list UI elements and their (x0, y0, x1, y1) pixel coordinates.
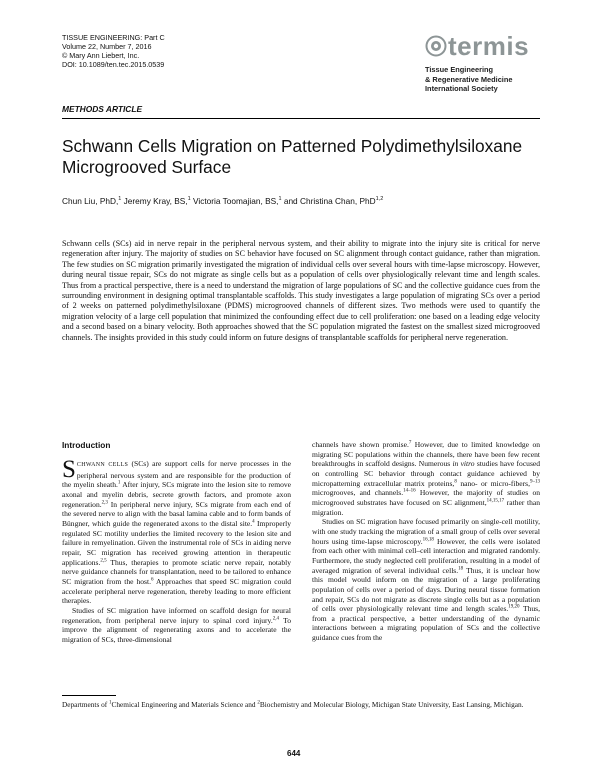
text-run: However, the cells were isolated from each other with minimal cell–cell interaction and migrated randomly. Furthermore, the study neglected cell proliferation, resulting in a model of averaged migration of several individual cells. (312, 536, 540, 575)
text-run: To improve the alignment of regenerating axons and to accelerate the migration of SCs, three-dimensional (62, 615, 291, 644)
text-run: microgrooves, and channels. (312, 488, 404, 498)
text-run: Thus, from a practical perspective, a better understanding of the dynamic interactions between a migrating population of SCs and the collective guidance cues from the (312, 604, 540, 643)
italic-term: in vitro (452, 459, 475, 469)
termis-mark-icon (425, 35, 447, 57)
text-run: nano- or micro-fibers, (456, 478, 530, 488)
citation: 2,4 (272, 615, 279, 621)
article-type: METHODS ARTICLE (62, 104, 143, 114)
author-name: and Christina Chan, PhD (283, 196, 376, 206)
text-run: Departments of (62, 700, 110, 709)
text-run: Chemical Engineering and Materials Science and (111, 700, 258, 709)
text-run: Thus, it is unclear how this model would inform on the migration of a large proliferating population of cells over a period of days. During neural tissue formation and repair, SCs do not migrate as discrete single cells but as a population of cells over physiologically relevant time and length scales. (312, 565, 540, 614)
citation: 9–13 (530, 479, 540, 485)
citation: 16,18 (422, 537, 434, 543)
text-run: Studies of SC migration have informed on scaffold design for neural regeneration, from peripheral nerve injury to spinal cord injury. (62, 605, 291, 625)
citation: 18 (458, 566, 464, 572)
author-name: Jeremy Kray, BS, (123, 196, 188, 206)
text-run: Biochemistry and Molecular Biology, Michigan State University, East Lansing, Michigan. (259, 700, 524, 709)
text-run: However, the majority of studies on microgrooved substrates have focused on SC alignment, (312, 488, 540, 507)
citation: 4 (252, 519, 255, 525)
termis-logo (425, 31, 565, 94)
citation: 6 (150, 577, 154, 583)
affiliation-marker: 1 (109, 700, 112, 706)
author-affiliation: 1 (187, 196, 191, 203)
citation: 14,15,17 (486, 498, 505, 504)
affiliation-footnote (62, 700, 540, 709)
citation: 2,5 (100, 558, 107, 564)
citation: 7 (408, 440, 412, 446)
logo-subtitle (425, 65, 565, 94)
author-name: Victoria Toomajian, BS, (192, 196, 279, 206)
citation: 1 (117, 480, 121, 486)
journal-volume: Volume 22, Number 7, 2016 (62, 42, 152, 51)
text-run: channels have shown promise. (312, 440, 409, 449)
author-name: Chun Liu, PhD, (62, 196, 119, 206)
small-caps-lead: CHWANN CELLS (76, 462, 129, 468)
citation: 8 (454, 479, 457, 485)
drop-cap: S (62, 456, 76, 483)
text-run: rather than migration. (312, 497, 540, 517)
body-column-left (62, 440, 291, 644)
page-number: 644 (287, 749, 301, 758)
body-column-right (312, 440, 540, 643)
section-heading: Introduction (62, 440, 111, 450)
author-list (62, 196, 383, 206)
author-affiliation: 1,2 (375, 196, 384, 203)
paragraph (312, 440, 540, 517)
article-title: Schwann Cells Migration on Patterned Polydimethylsiloxane Microgrooved Surface (62, 136, 523, 177)
paragraph (62, 606, 291, 645)
journal-info (62, 33, 165, 69)
journal-publisher: © Mary Ann Liebert, Inc. (62, 51, 140, 60)
citation: 2,3 (101, 500, 108, 506)
abstract: Schwann cells (SCs) aid in nerve repair in the peripheral nervous system, and their ability to migrate into the injury site is critical for nerve regeneration after injury. The majority of studies on SC behavior have focused on SC alignment through contact guidance, rather than migration. The few studies on SC migration primarily investigated the migration of individual cells over several hours with time-lapse microscopy. However, during neural tissue repair, SCs do not migrate as single cells but as a population of cells over physiologically relevant time and length scales. Thus from a practical perspective, there is a need to understand the migration of large populations of SC and the collective guidance cues from the surrounding environment in designing optimal transplantable scaffolds. This study investigates a large population of migrating SCs over a period of 2 weeks on patterned polydimethylsiloxane (PDMS) microgrooved channels of different sizes. Two methods were used to quantify the migration velocity of a large cell population that minimized the confounding effect due to cell proliferation: one based on a leading edge velocity and a second based on a binary velocity. Both approaches showed that the SC population migrated the fastest on the smallest sized microgrooved channels. The insights provided in this study could inform on future designs of transplantable scaffolds for peripheral nerve regeneration. (62, 239, 540, 342)
author-affiliation: 1 (278, 196, 282, 203)
logo-wordmark: termis (448, 31, 530, 61)
logo-subtitle-line: International Society (425, 84, 498, 94)
affiliation-marker: 2 (257, 700, 260, 706)
journal-doi: DOI: 10.1089/ten.tec.2015.0539 (62, 60, 165, 69)
text-run: Thus, therapies to promote sciatic nerve repair, notably nerve guidance channels for transplantation, need to be tailored to enhance SC migration from the host. (62, 557, 291, 586)
text-run: Approaches that speed SC migration could accelerate peripheral nerve regeneration, thereby leading to more efficient therapies. (62, 576, 291, 606)
author-affiliation: 1 (118, 196, 122, 203)
text-run: In peripheral nerve injury, SCs migrate from each end of the severed nerve to align with the basal lamina cable and to form bands of Büngner, which guide the regenerated axons to the distal site. (62, 499, 291, 528)
text-run: However, due to limited knowledge on migrating SC populations within the channels, there have been few recent breakthroughs in scaffold designs. Numerous (312, 440, 541, 469)
journal-name: TISSUE ENGINEERING: Part C (62, 33, 165, 42)
paragraph (62, 456, 292, 606)
footnote-divider (62, 695, 116, 696)
text-run: Improperly regulated SC motility underlies the limited recovery to the lesion site and failure in remyelination. Given the instrumental role of SCs in aiding nerve repair, SC migration has received growing attention in therapeutic applications. (62, 518, 291, 567)
citation: 14–16 (403, 488, 416, 494)
logo-subtitle-line: Tissue Engineering (425, 65, 494, 74)
logo-subtitle-line: & Regenerative Medicine (425, 74, 513, 84)
text-run: (SCs) are support cells for nerve processes in the peripheral nervous system and are responsible for the production of the myelin sheath. (62, 459, 291, 490)
text-run: studies have focused on controlling SC behavior through contact guidance achieved by micropatterning extracellular matrix proteins, (312, 459, 541, 488)
citation: 19,20 (508, 604, 520, 610)
text-run: After injury, SCs migrate into the lesion site to remove axonal and myelin debris, secrete growth factors, and promote axon regeneration. (62, 480, 292, 509)
paragraph (312, 517, 540, 643)
header-divider (62, 118, 540, 119)
text-run: Studies on SC migration have focused primarily on single-cell motility, with one study tracking the migration of a small group of cells over several hours using time-lapse microscopy. (312, 517, 540, 546)
